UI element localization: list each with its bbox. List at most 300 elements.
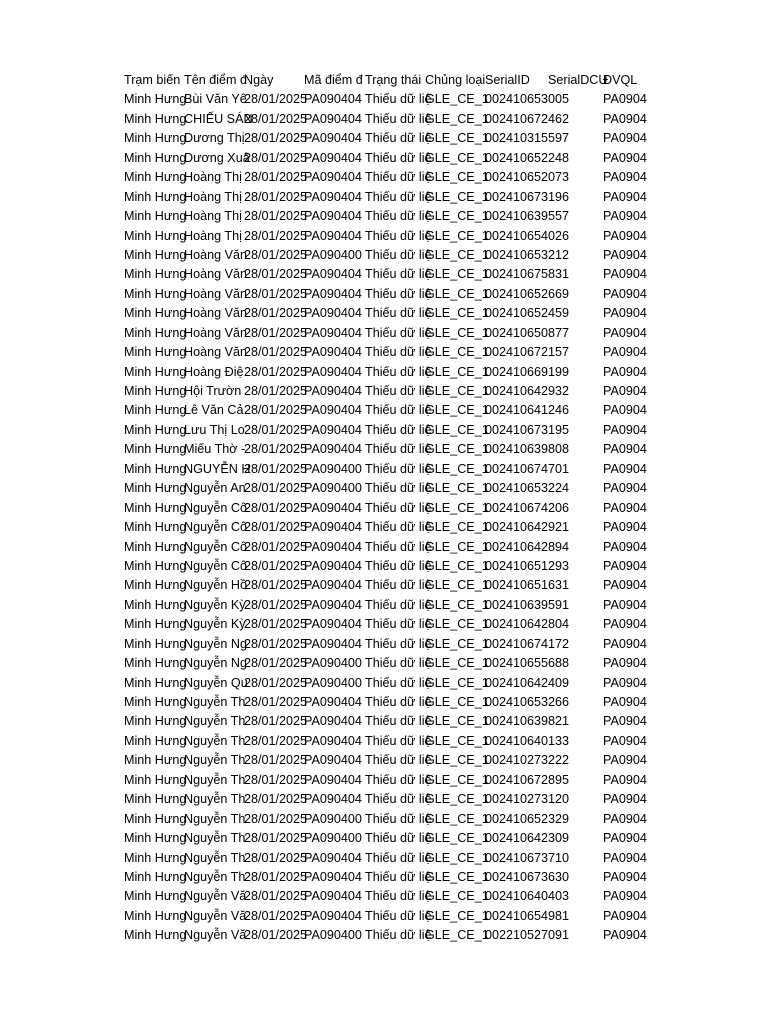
point-name-cell: Lê Văn Cả xyxy=(184,403,244,418)
station-cell: Minh Hưng xyxy=(124,928,187,943)
status-cell: Thiếu dữ liệ xyxy=(365,733,432,748)
date-cell: 28/01/2025 xyxy=(244,597,308,612)
unit-cell: PA0904 xyxy=(603,928,647,943)
date-cell: 28/01/2025 xyxy=(244,267,308,282)
type-cell: GLE_CE_1 xyxy=(425,306,489,321)
point-code-cell: PA090404 xyxy=(304,286,362,301)
point-name-cell: Hoàng Thị xyxy=(184,228,242,243)
point-name-cell: Hoàng Văn xyxy=(184,286,248,301)
point-name-cell: Nguyễn Th xyxy=(184,792,246,807)
type-cell: GLE_CE_1 xyxy=(425,247,489,262)
point-code-cell: PA090404 xyxy=(304,150,362,165)
point-name-cell: Dương Xuâ xyxy=(184,150,250,165)
point-code-cell: PA090404 xyxy=(304,578,362,593)
point-code-cell: PA090404 xyxy=(304,714,362,729)
date-cell: 28/01/2025 xyxy=(244,111,308,126)
type-cell: GLE_CE_1 xyxy=(425,325,489,340)
point-code-cell: PA090404 xyxy=(304,422,362,437)
point-code-cell: PA090404 xyxy=(304,170,362,185)
type-cell: GLE_CE_1 xyxy=(425,500,489,515)
point-code-cell: PA090404 xyxy=(304,267,362,282)
station-cell: Minh Hưng xyxy=(124,92,187,107)
type-cell: GLE_CE_1 xyxy=(425,131,489,146)
serial-id-cell: 002410652459 xyxy=(485,306,570,321)
station-cell: Minh Hưng xyxy=(124,733,187,748)
unit-cell: PA0904 xyxy=(603,850,647,865)
status-cell: Thiếu dữ liệ xyxy=(365,578,432,593)
unit-cell: PA0904 xyxy=(603,442,647,457)
point-name-cell: Bùi Văn Yê xyxy=(184,92,247,107)
station-cell: Minh Hưng xyxy=(124,597,187,612)
status-cell: Thiếu dữ liệ xyxy=(365,306,432,321)
serial-id-cell: 002410642932 xyxy=(485,384,570,398)
status-cell: Thiếu dữ liệ xyxy=(365,170,432,185)
date-cell: 28/01/2025 xyxy=(244,500,308,515)
type-cell: GLE_CE_1 xyxy=(425,733,489,748)
type-cell: GLE_CE_1 xyxy=(425,889,489,904)
station-cell: Minh Hưng xyxy=(124,831,187,846)
header-date: Ngày xyxy=(244,73,274,87)
serial-id-cell: 002410639808 xyxy=(485,442,570,457)
serial-id-cell: 002410673195 xyxy=(485,422,570,437)
date-cell: 28/01/2025 xyxy=(244,733,308,748)
status-cell: Thiếu dữ liệ xyxy=(365,539,432,554)
serial-id-cell: 002410652073 xyxy=(485,170,570,185)
serial-id-cell: 002410642409 xyxy=(485,675,570,690)
type-cell: GLE_CE_1 xyxy=(425,442,489,457)
point-code-cell: PA090404 xyxy=(304,558,362,573)
station-cell: Minh Hưng xyxy=(124,578,187,593)
station-cell: Minh Hưng xyxy=(124,364,187,379)
status-cell: Thiếu dữ liệ xyxy=(365,247,432,262)
date-cell: 28/01/2025 xyxy=(244,481,308,496)
serial-id-cell: 002410652248 xyxy=(485,150,570,165)
point-name-cell: Nguyễn Th xyxy=(184,733,246,748)
type-cell: GLE_CE_1 xyxy=(425,384,489,398)
station-cell: Minh Hưng xyxy=(124,247,187,262)
serial-id-cell: 002410315597 xyxy=(485,131,570,146)
status-cell: Thiếu dữ liệ xyxy=(365,772,432,787)
point-name-cell: Nguyễn Th xyxy=(184,753,246,768)
point-name-cell: Nguyễn Vă xyxy=(184,928,247,943)
date-cell: 28/01/2025 xyxy=(244,656,308,671)
point-code-cell: PA090404 xyxy=(304,869,362,884)
unit-cell: PA0904 xyxy=(603,675,647,690)
point-name-cell: Hoàng Văn xyxy=(184,267,248,282)
status-cell: Thiếu dữ liệ xyxy=(365,811,432,826)
status-cell: Thiếu dữ liệ xyxy=(365,889,432,904)
date-cell: 28/01/2025 xyxy=(244,170,308,185)
point-name-cell: Nguyễn Cô xyxy=(184,558,248,573)
station-cell: Minh Hưng xyxy=(124,539,187,554)
point-code-cell: PA090404 xyxy=(304,792,362,807)
station-cell: Minh Hưng xyxy=(124,714,187,729)
station-cell: Minh Hưng xyxy=(124,189,187,204)
point-code-cell: PA090404 xyxy=(304,772,362,787)
station-cell: Minh Hưng xyxy=(124,422,187,437)
unit-cell: PA0904 xyxy=(603,636,647,651)
date-cell: 28/01/2025 xyxy=(244,792,308,807)
date-cell: 28/01/2025 xyxy=(244,558,308,573)
type-cell: GLE_CE_1 xyxy=(425,92,489,107)
header-type: Chủng loại xyxy=(425,73,486,87)
date-cell: 28/01/2025 xyxy=(244,422,308,437)
type-cell: GLE_CE_1 xyxy=(425,811,489,826)
date-cell: 28/01/2025 xyxy=(244,772,308,787)
unit-cell: PA0904 xyxy=(603,247,647,262)
status-cell: Thiếu dữ liệ xyxy=(365,384,432,398)
type-cell: GLE_CE_1 xyxy=(425,908,489,923)
point-code-cell: PA090400 xyxy=(304,481,362,496)
serial-id-cell: 002410673710 xyxy=(485,850,570,865)
point-name-cell: Hoàng Điệ xyxy=(184,364,244,379)
unit-cell: PA0904 xyxy=(603,597,647,612)
unit-cell: PA0904 xyxy=(603,869,647,884)
unit-cell: PA0904 xyxy=(603,131,647,146)
point-code-cell: PA090400 xyxy=(304,656,362,671)
point-name-cell: NGUYỄN H xyxy=(184,461,251,476)
serial-id-cell: 002410652329 xyxy=(485,811,570,826)
date-cell: 28/01/2025 xyxy=(244,753,308,768)
serial-id-cell: 002410651293 xyxy=(485,558,570,573)
header-status: Trạng thái xyxy=(365,73,422,87)
date-cell: 28/01/2025 xyxy=(244,889,308,904)
point-name-cell: Nguyễn Th xyxy=(184,831,246,846)
station-cell: Minh Hưng xyxy=(124,481,187,496)
unit-cell: PA0904 xyxy=(603,228,647,243)
station-cell: Minh Hưng xyxy=(124,889,187,904)
point-name-cell: Hoàng Thị xyxy=(184,189,242,204)
unit-cell: PA0904 xyxy=(603,772,647,787)
header-point-code: Mã điểm đ xyxy=(304,73,363,87)
date-cell: 28/01/2025 xyxy=(244,403,308,418)
point-name-cell: Nguyễn Cô xyxy=(184,500,248,515)
station-cell: Minh Hưng xyxy=(124,617,187,632)
point-code-cell: PA090404 xyxy=(304,442,362,457)
point-name-cell: Nguyễn Hồ xyxy=(184,578,248,593)
unit-cell: PA0904 xyxy=(603,403,647,418)
header-point-name: Tên điểm đ xyxy=(184,73,247,87)
point-name-cell: Hoàng Văn xyxy=(184,345,248,360)
status-cell: Thiếu dữ liệ xyxy=(365,617,432,632)
point-name-cell: Nguyễn An xyxy=(184,481,246,496)
status-cell: Thiếu dữ liệ xyxy=(365,869,432,884)
unit-cell: PA0904 xyxy=(603,811,647,826)
serial-id-cell: 002410674701 xyxy=(485,461,570,476)
serial-id-cell: 002410642921 xyxy=(485,520,570,535)
unit-cell: PA0904 xyxy=(603,617,647,632)
point-name-cell: Nguyễn Vă xyxy=(184,889,247,904)
station-cell: Minh Hưng xyxy=(124,675,187,690)
status-cell: Thiếu dữ liệ xyxy=(365,92,432,107)
station-cell: Minh Hưng xyxy=(124,403,187,418)
type-cell: GLE_CE_1 xyxy=(425,345,489,360)
serial-id-cell: 002410653266 xyxy=(485,695,570,709)
point-code-cell: PA090404 xyxy=(304,364,362,379)
serial-id-cell: 002410669199 xyxy=(485,364,570,379)
status-cell: Thiếu dữ liệ xyxy=(365,422,432,437)
point-code-cell: PA090400 xyxy=(304,675,362,690)
type-cell: GLE_CE_1 xyxy=(425,714,489,729)
station-cell: Minh Hưng xyxy=(124,695,187,709)
point-code-cell: PA090404 xyxy=(304,850,362,865)
unit-cell: PA0904 xyxy=(603,656,647,671)
type-cell: GLE_CE_1 xyxy=(425,869,489,884)
serial-id-cell: 002410672895 xyxy=(485,772,570,787)
point-code-cell: PA090404 xyxy=(304,403,362,418)
date-cell: 28/01/2025 xyxy=(244,209,308,224)
unit-cell: PA0904 xyxy=(603,889,647,904)
type-cell: GLE_CE_1 xyxy=(425,189,489,204)
serial-id-cell: 002410653212 xyxy=(485,247,570,262)
type-cell: GLE_CE_1 xyxy=(425,792,489,807)
type-cell: GLE_CE_1 xyxy=(425,170,489,185)
serial-id-cell: 002410642894 xyxy=(485,539,570,554)
type-cell: GLE_CE_1 xyxy=(425,461,489,476)
type-cell: GLE_CE_1 xyxy=(425,520,489,535)
unit-cell: PA0904 xyxy=(603,384,647,398)
status-cell: Thiếu dữ liệ xyxy=(365,753,432,768)
date-cell: 28/01/2025 xyxy=(244,714,308,729)
unit-cell: PA0904 xyxy=(603,558,647,573)
type-cell: GLE_CE_1 xyxy=(425,364,489,379)
date-cell: 28/01/2025 xyxy=(244,850,308,865)
unit-cell: PA0904 xyxy=(603,520,647,535)
station-cell: Minh Hưng xyxy=(124,811,187,826)
station-cell: Minh Hưng xyxy=(124,209,187,224)
unit-cell: PA0904 xyxy=(603,733,647,748)
date-cell: 28/01/2025 xyxy=(244,364,308,379)
point-code-cell: PA090400 xyxy=(304,811,362,826)
serial-id-cell: 002410639591 xyxy=(485,597,570,612)
serial-id-cell: 002410642804 xyxy=(485,617,570,632)
point-name-cell: Hoàng Văn xyxy=(184,325,248,340)
point-code-cell: PA090404 xyxy=(304,908,362,923)
type-cell: GLE_CE_1 xyxy=(425,403,489,418)
point-name-cell: Nguyễn Ng xyxy=(184,636,248,651)
serial-id-cell: 002410650877 xyxy=(485,325,570,340)
type-cell: GLE_CE_1 xyxy=(425,656,489,671)
unit-cell: PA0904 xyxy=(603,345,647,360)
serial-id-cell: 002410652669 xyxy=(485,286,570,301)
serial-id-cell: 002410672157 xyxy=(485,345,570,360)
type-cell: GLE_CE_1 xyxy=(425,228,489,243)
point-name-cell: Nguyễn Th xyxy=(184,714,246,729)
point-name-cell: Nguyễn Th xyxy=(184,811,246,826)
type-cell: GLE_CE_1 xyxy=(425,111,489,126)
unit-cell: PA0904 xyxy=(603,92,647,107)
station-cell: Minh Hưng xyxy=(124,869,187,884)
point-name-cell: Nguyễn Ng xyxy=(184,656,248,671)
station-cell: Minh Hưng xyxy=(124,850,187,865)
date-cell: 28/01/2025 xyxy=(244,578,308,593)
point-code-cell: PA090404 xyxy=(304,889,362,904)
status-cell: Thiếu dữ liệ xyxy=(365,131,432,146)
station-cell: Minh Hưng xyxy=(124,306,187,321)
type-cell: GLE_CE_1 xyxy=(425,539,489,554)
date-cell: 28/01/2025 xyxy=(244,384,308,398)
serial-id-cell: 002210527091 xyxy=(485,928,570,943)
status-cell: Thiếu dữ liệ xyxy=(365,209,432,224)
header-unit: ĐVQL xyxy=(603,73,638,87)
status-cell: Thiếu dữ liệ xyxy=(365,500,432,515)
serial-id-cell: 002410639821 xyxy=(485,714,570,729)
unit-cell: PA0904 xyxy=(603,461,647,476)
station-cell: Minh Hưng xyxy=(124,461,187,476)
station-cell: Minh Hưng xyxy=(124,131,187,146)
serial-id-cell: 002410673630 xyxy=(485,869,570,884)
serial-id-cell: 002410672462 xyxy=(485,111,570,126)
unit-cell: PA0904 xyxy=(603,422,647,437)
serial-id-cell: 002410639557 xyxy=(485,209,570,224)
unit-cell: PA0904 xyxy=(603,792,647,807)
unit-cell: PA0904 xyxy=(603,714,647,729)
status-cell: Thiếu dữ liệ xyxy=(365,403,432,418)
station-cell: Minh Hưng xyxy=(124,908,187,923)
type-cell: GLE_CE_1 xyxy=(425,636,489,651)
status-cell: Thiếu dữ liệ xyxy=(365,928,432,943)
date-cell: 28/01/2025 xyxy=(244,695,308,709)
unit-cell: PA0904 xyxy=(603,170,647,185)
station-cell: Minh Hưng xyxy=(124,520,187,535)
unit-cell: PA0904 xyxy=(603,189,647,204)
point-name-cell: Miếu Thờ - xyxy=(184,442,246,457)
date-cell: 28/01/2025 xyxy=(244,908,308,923)
point-code-cell: PA090404 xyxy=(304,733,362,748)
point-name-cell: Hội Trườn xyxy=(184,384,242,398)
status-cell: Thiếu dữ liệ xyxy=(365,364,432,379)
type-cell: GLE_CE_1 xyxy=(425,617,489,632)
status-cell: Thiếu dữ liệ xyxy=(365,520,432,535)
serial-id-cell: 002410640133 xyxy=(485,733,570,748)
status-cell: Thiếu dữ liệ xyxy=(365,267,432,282)
date-cell: 28/01/2025 xyxy=(244,831,308,846)
status-cell: Thiếu dữ liệ xyxy=(365,150,432,165)
type-cell: GLE_CE_1 xyxy=(425,481,489,496)
point-name-cell: Hoàng Văn xyxy=(184,247,248,262)
point-code-cell: PA090404 xyxy=(304,695,362,709)
date-cell: 28/01/2025 xyxy=(244,442,308,457)
point-code-cell: PA090400 xyxy=(304,247,362,262)
station-cell: Minh Hưng xyxy=(124,772,187,787)
date-cell: 28/01/2025 xyxy=(244,539,308,554)
unit-cell: PA0904 xyxy=(603,500,647,515)
type-cell: GLE_CE_1 xyxy=(425,597,489,612)
type-cell: GLE_CE_1 xyxy=(425,772,489,787)
type-cell: GLE_CE_1 xyxy=(425,578,489,593)
unit-cell: PA0904 xyxy=(603,325,647,340)
point-name-cell: Nguyễn Th xyxy=(184,869,246,884)
date-cell: 28/01/2025 xyxy=(244,286,308,301)
status-cell: Thiếu dữ liệ xyxy=(365,325,432,340)
date-cell: 28/01/2025 xyxy=(244,150,308,165)
date-cell: 28/01/2025 xyxy=(244,345,308,360)
point-name-cell: Nguyễn Kỳ xyxy=(184,597,246,612)
date-cell: 28/01/2025 xyxy=(244,617,308,632)
status-cell: Thiếu dữ liệ xyxy=(365,636,432,651)
serial-id-cell: 002410273222 xyxy=(485,753,570,768)
unit-cell: PA0904 xyxy=(603,306,647,321)
point-code-cell: PA090404 xyxy=(304,539,362,554)
type-cell: GLE_CE_1 xyxy=(425,422,489,437)
status-cell: Thiếu dữ liệ xyxy=(365,831,432,846)
point-name-cell: Nguyễn Th xyxy=(184,695,246,709)
status-cell: Thiếu dữ liệ xyxy=(365,675,432,690)
point-code-cell: PA090404 xyxy=(304,617,362,632)
status-cell: Thiếu dữ liệ xyxy=(365,792,432,807)
header-station: Trạm biến xyxy=(124,73,181,87)
serial-id-cell: 002410654026 xyxy=(485,228,570,243)
type-cell: GLE_CE_1 xyxy=(425,850,489,865)
serial-id-cell: 002410654981 xyxy=(485,908,570,923)
point-name-cell: Nguyễn Cô xyxy=(184,520,248,535)
serial-id-cell: 002410655688 xyxy=(485,656,570,671)
point-name-cell: Hoàng Thị xyxy=(184,170,242,185)
serial-id-cell: 002410653224 xyxy=(485,481,570,496)
status-cell: Thiếu dữ liệ xyxy=(365,461,432,476)
point-code-cell: PA090404 xyxy=(304,92,362,107)
point-name-cell: Nguyễn Vă xyxy=(184,908,247,923)
date-cell: 28/01/2025 xyxy=(244,520,308,535)
type-cell: GLE_CE_1 xyxy=(425,928,489,943)
point-code-cell: PA090404 xyxy=(304,500,362,515)
point-code-cell: PA090404 xyxy=(304,189,362,204)
status-cell: Thiếu dữ liệ xyxy=(365,597,432,612)
point-name-cell: Hoàng Văn xyxy=(184,306,248,321)
point-code-cell: PA090404 xyxy=(304,384,362,398)
point-name-cell: Nguyễn Qu xyxy=(184,675,248,690)
type-cell: GLE_CE_1 xyxy=(425,150,489,165)
status-cell: Thiếu dữ liệ xyxy=(365,189,432,204)
unit-cell: PA0904 xyxy=(603,364,647,379)
date-cell: 28/01/2025 xyxy=(244,325,308,340)
point-code-cell: PA090404 xyxy=(304,345,362,360)
type-cell: GLE_CE_1 xyxy=(425,675,489,690)
point-code-cell: PA090404 xyxy=(304,209,362,224)
status-cell: Thiếu dữ liệ xyxy=(365,228,432,243)
date-cell: 28/01/2025 xyxy=(244,92,308,107)
status-cell: Thiếu dữ liệ xyxy=(365,481,432,496)
status-cell: Thiếu dữ liệ xyxy=(365,714,432,729)
date-cell: 28/01/2025 xyxy=(244,636,308,651)
point-code-cell: PA090404 xyxy=(304,597,362,612)
point-name-cell: Nguyễn Th xyxy=(184,772,246,787)
date-cell: 28/01/2025 xyxy=(244,869,308,884)
unit-cell: PA0904 xyxy=(603,539,647,554)
point-name-cell: Nguyễn Kỳ xyxy=(184,617,246,632)
type-cell: GLE_CE_1 xyxy=(425,695,489,709)
date-cell: 28/01/2025 xyxy=(244,306,308,321)
header-serial-id: SerialID xyxy=(485,73,530,87)
type-cell: GLE_CE_1 xyxy=(425,286,489,301)
status-cell: Thiếu dữ liệ xyxy=(365,558,432,573)
unit-cell: PA0904 xyxy=(603,908,647,923)
point-code-cell: PA090404 xyxy=(304,228,362,243)
status-cell: Thiếu dữ liệ xyxy=(365,908,432,923)
status-cell: Thiếu dữ liệ xyxy=(365,695,432,709)
unit-cell: PA0904 xyxy=(603,831,647,846)
station-cell: Minh Hưng xyxy=(124,325,187,340)
status-cell: Thiếu dữ liệ xyxy=(365,111,432,126)
unit-cell: PA0904 xyxy=(603,753,647,768)
unit-cell: PA0904 xyxy=(603,695,647,709)
station-cell: Minh Hưng xyxy=(124,267,187,282)
type-cell: GLE_CE_1 xyxy=(425,753,489,768)
date-cell: 28/01/2025 xyxy=(244,247,308,262)
point-code-cell: PA090404 xyxy=(304,325,362,340)
serial-id-cell: 002410674206 xyxy=(485,500,570,515)
station-cell: Minh Hưng xyxy=(124,384,187,398)
